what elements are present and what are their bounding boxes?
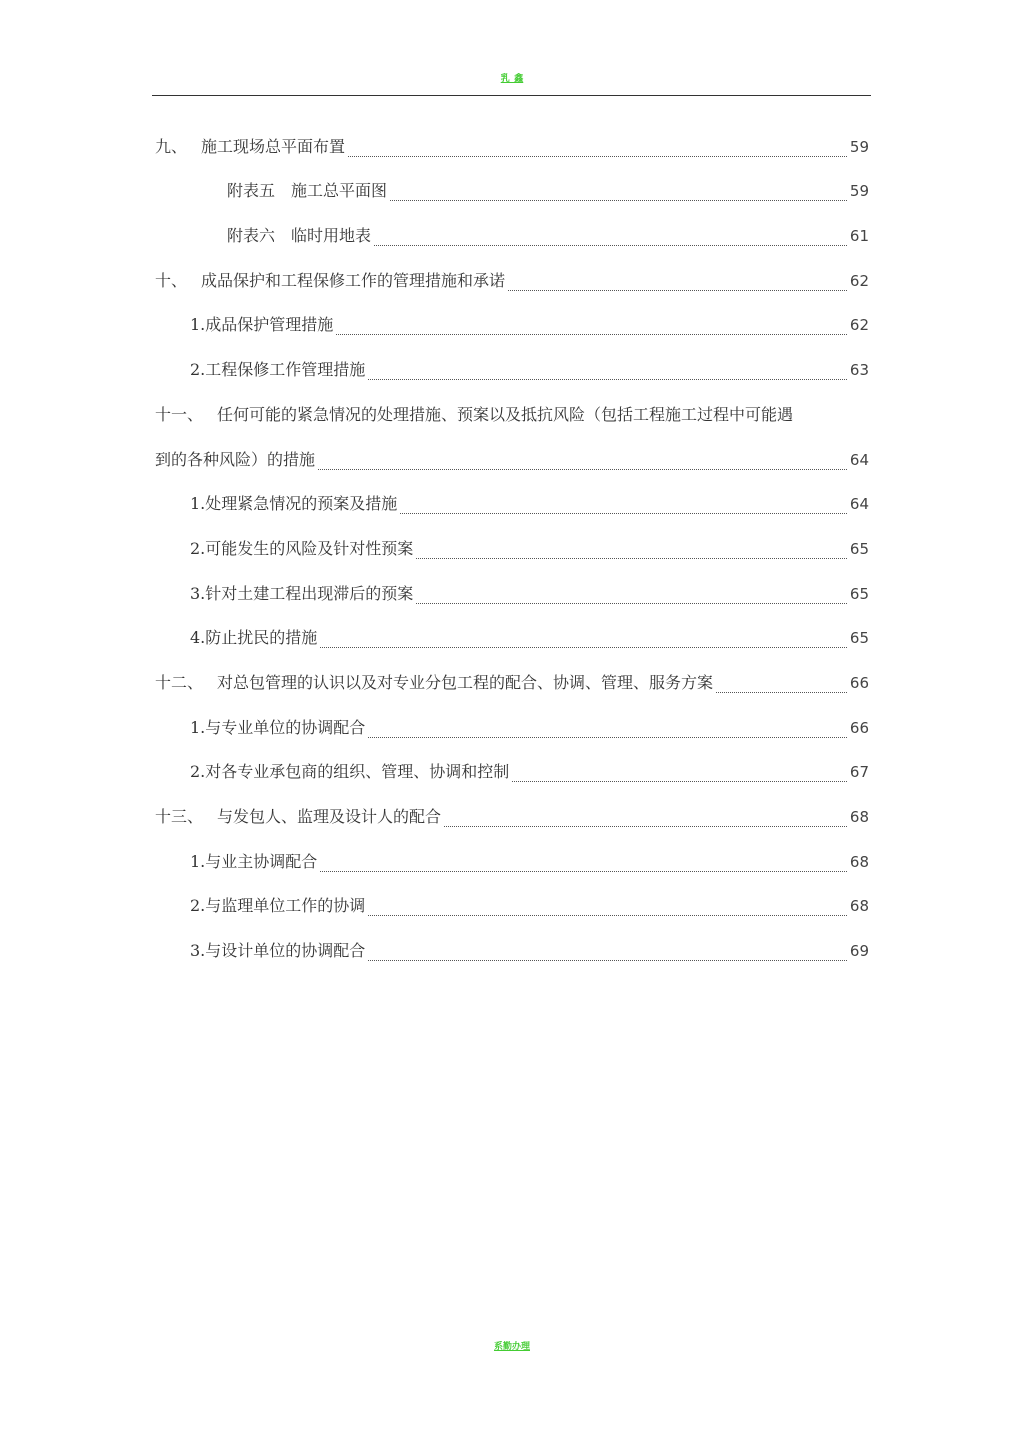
toc-dot-leader [374,245,847,246]
toc-entry[interactable] [155,303,869,348]
toc-entry-page: 68 [849,808,869,826]
toc-entry[interactable] [155,392,869,437]
toc-entry-page: 62 [849,271,869,290]
toc-entry-number: 十、 [155,270,188,290]
toc-entry-page: 67 [849,763,869,782]
toc-entry-page: 66 [849,673,869,692]
toc-entry[interactable] [155,169,869,214]
toc-entry-number: 九、 [155,136,188,156]
toc-entry[interactable] [155,794,869,839]
toc-entry[interactable] [155,750,869,795]
toc-entry-page: 65 [849,584,869,603]
toc-entry-title: 3.针对土建工程出现滞后的预案 [190,583,414,603]
toc-entry-page: 59 [849,137,869,156]
toc-entry[interactable] [155,705,869,750]
toc-dot-leader [368,915,847,916]
toc-entry[interactable] [155,616,869,661]
toc-entry-page: 66 [849,718,869,737]
toc-dot-leader [318,469,847,470]
toc-entry[interactable] [155,928,869,973]
toc-entry-title: 2.工程保修工作管理措施 [190,360,366,380]
toc-entry-title: 2.可能发生的风险及针对性预案 [190,538,414,558]
table-of-contents [155,124,869,973]
toc-entry[interactable] [155,884,869,929]
toc-entry-page: 61 [849,227,869,246]
toc-dot-leader [512,781,847,782]
toc-entry-title: 3.与设计单位的协调配合 [190,941,366,961]
toc-dot-leader [716,692,847,693]
toc-entry-page: 64 [849,450,869,469]
toc-entry-number: 十一、 [155,404,204,424]
toc-entry-title: 2.与监理单位工作的协调 [190,896,366,916]
toc-dot-leader [368,379,847,380]
toc-entry-title-continued: 到的各种风险）的措施 [155,449,316,469]
toc-entry-title: 2.对各专业承包商的组织、管理、协调和控制 [190,762,510,782]
toc-entry-page: 59 [849,182,869,201]
toc-dot-leader [368,960,847,961]
toc-entry-page: 64 [849,495,869,514]
header-watermark: 乳_鑫 [500,74,524,84]
toc-dot-leader [416,603,847,604]
toc-dot-leader [320,871,847,872]
toc-entry[interactable] [155,839,869,884]
toc-entry-title: 与发包人、监理及设计人的配合 [217,807,442,826]
toc-entry-page: 63 [849,361,869,380]
header-rule [152,95,871,96]
toc-entry[interactable] [155,571,869,616]
toc-dot-leader [390,200,847,201]
toc-entry-title: 附表六 临时用地表 [227,226,372,246]
toc-entry-page: 62 [849,316,869,335]
toc-entry[interactable] [155,437,869,482]
toc-entry[interactable] [155,347,869,392]
toc-entry[interactable] [155,660,869,705]
toc-entry[interactable] [155,258,869,303]
toc-dot-leader [416,558,847,559]
toc-entry-number: 十三、 [155,807,204,826]
toc-entry[interactable] [155,213,869,258]
toc-entry[interactable] [155,124,869,169]
toc-dot-leader [508,290,847,291]
toc-entry-title: 1.处理紧急情况的预案及措施 [190,494,398,514]
toc-dot-leader [336,334,847,335]
toc-entry-title: 成品保护和工程保修工作的管理措施和承诺 [201,270,506,290]
toc-entry-page: 65 [849,629,869,648]
toc-entry-title: 任何可能的紧急情况的处理措施、预案以及抵抗风险（包括工程施工过程中可能遇 [217,404,794,424]
toc-dot-leader [400,513,847,514]
toc-entry-page: 68 [849,897,869,916]
toc-entry-title: 对总包管理的认识以及对专业分包工程的配合、协调、管理、服务方案 [217,672,714,692]
toc-dot-leader [368,737,847,738]
toc-entry-title: 施工现场总平面布置 [201,136,346,156]
footer-watermark: 系勤办理 [493,1342,530,1352]
toc-entry-title: 1.与业主协调配合 [190,851,318,871]
toc-entry[interactable] [155,526,869,571]
toc-entry-title: 附表五 施工总平面图 [227,181,388,201]
toc-entry[interactable] [155,482,869,527]
toc-entry-title: 1.成品保护管理措施 [190,315,334,335]
toc-dot-leader [348,156,847,157]
toc-entry-page: 65 [849,539,869,558]
toc-entry-title: 4.防止扰民的措施 [190,628,318,648]
toc-entry-page: 68 [849,852,869,871]
toc-entry-title: 1.与专业单位的协调配合 [190,717,366,737]
toc-dot-leader [444,826,847,827]
toc-entry-page: 69 [849,942,869,961]
toc-dot-leader [320,647,847,648]
toc-entry-number: 十二、 [155,672,204,692]
